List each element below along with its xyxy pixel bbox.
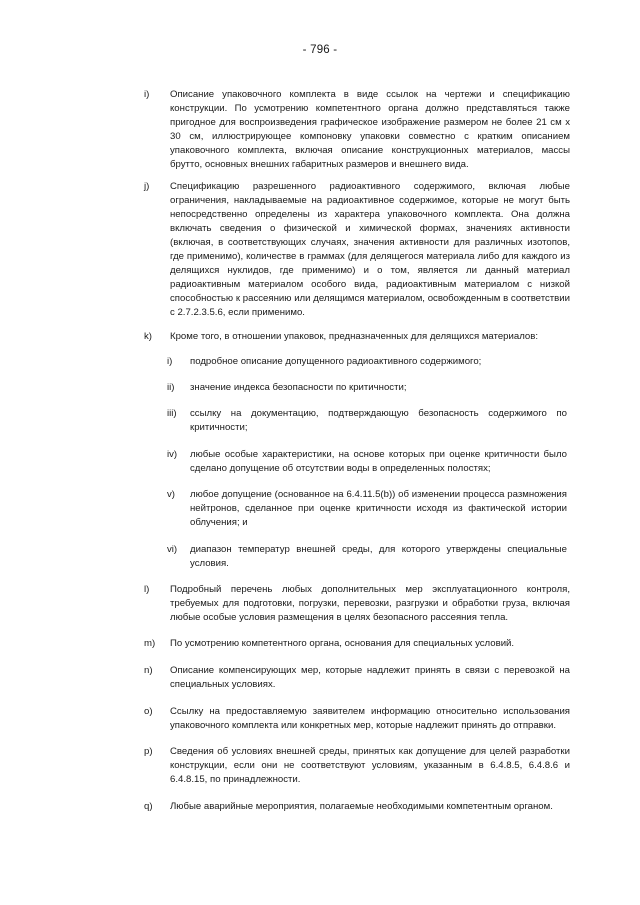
item-marker: i) [144,89,150,100]
item-text: Любые аварийные мероприятия, полагаемые необходимыми компетентным органом. [170,801,553,812]
subitem-text: значение индекса безопасности по критичности; [190,382,407,393]
subitem-marker: vi) [167,544,178,555]
item-text: Кроме того, в отношении упаковок, предназначенных для делящихся материалов: [170,331,539,342]
subitem-text: любые особые характеристики, на основе которых при оценке критичности было сделано допущение об отсутствии воды в определенных полостях; [190,449,567,474]
item-marker: o) [144,706,153,717]
subitem-marker: v) [167,489,175,500]
subitem-text: ссылку на документацию, подтверждающую безопасность содержимого по критичности; [190,408,567,433]
item-marker: l) [144,584,150,595]
item-marker: j) [144,181,150,192]
subitem-text: подробное описание допущенного радиоактивного содержимого; [190,356,482,367]
item-text: Ссылку на предоставляемую заявителем информацию относительно использования упаковочного комплекта или конкретных мер, которые надлежит принять до отправки. [170,706,570,731]
subitem-marker: ii) [167,382,175,393]
item-text: По усмотрению компетентного органа, основания для специальных условий. [170,638,515,649]
item-marker: k) [144,331,152,342]
subitem-text: диапазон температур внешней среды, для которого утверждены специальные условия. [190,544,567,569]
item-marker: n) [144,665,153,676]
page-number: - 796 - [302,44,338,56]
subitem-marker: i) [167,356,173,367]
item-marker: q) [144,801,153,812]
item-text: Подробный перечень любых дополнительных мер эксплуатационного контроля, требуемых для подготовки, погрузки, перевозки, разгрузки и обработки груза, включая любые особые условия размещения в целях безопасного рассеяния тепла. [170,584,570,623]
item-marker: m) [144,638,156,649]
subitem-marker: iii) [167,408,177,419]
item-text: Спецификацию разрешенного радиоактивного содержимого, включая любые ограничения, накладываемые на радиоактивное содержимое, которые не могут быть непосредственно определены из характера упаковочного комплекта. Она должна включать сведения о физической и химической формах, значениях активности (включая, в соответствующих случаях, значения активности для различных изотопов, где применимо), количестве в граммах (для делящегося материала либо для каждого из делящихся нуклидов, где применимо) и о том, является ли данный материал радиоактивным материалом особого вида, радиоактивным материалом с низкой способностью к рассеянию или делящимся материалом, освобожденным в соответствии с 2.7.2.3.5.6, если применимо. [170,181,570,318]
item-marker: p) [144,746,153,757]
item-text: Описание компенсирующих мер, которые надлежит принять в связи с перевозкой на специальных условиях. [170,665,570,690]
subitem-text: любое допущение (основанное на 6.4.11.5(b)) об изменении процесса размножения нейтронов, сделанное при оценке критичности исходя из фактической истории облучения; и [190,489,567,528]
subitem-marker: iv) [167,449,178,460]
item-text: Сведения об условиях внешней среды, принятых как допущение для целей разработки конструкции, если они не соответствуют условиям, указанным в 6.4.8.5, 6.4.8.6 и 6.4.8.15, по принадлежности. [170,746,570,785]
item-text: Описание упаковочного комплекта в виде ссылок на чертежи и спецификацию конструкции. По усмотрению компетентного органа должно представляться также пригодное для воспроизведения графическое изображение размером не более 21 см х 30 см, иллюстрирующее компоновку упаковки совместно с кратким описанием упаковочного комплекта, включая описание конструкционных материалов, массы брутто, основных внешних габаритных размеров и внешнего вида. [170,89,570,170]
